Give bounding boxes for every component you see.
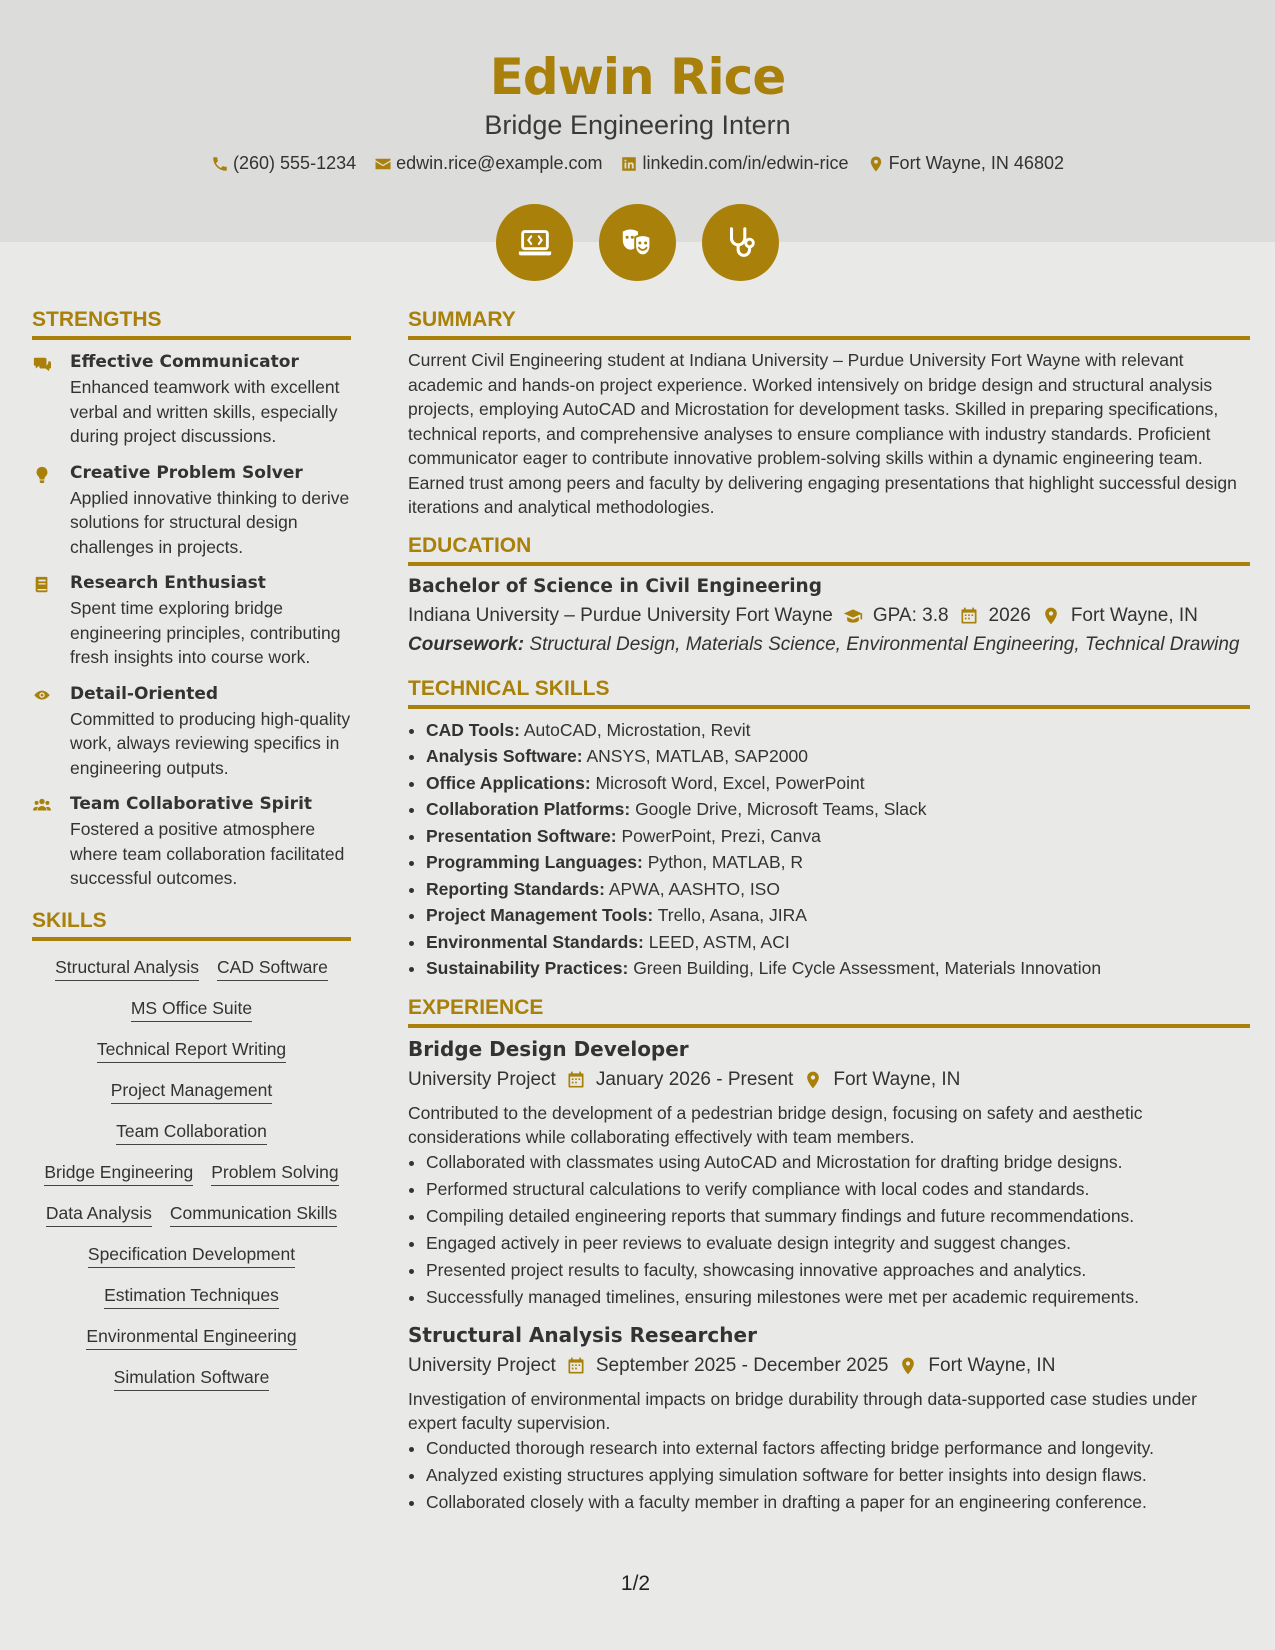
users-icon: [32, 797, 52, 815]
technical-skill-item: [426, 929, 1250, 956]
technical-skill-item: [426, 770, 1250, 797]
phone-text: (260) 555-1234: [233, 153, 357, 173]
technical-skill-value: APWA, AASHTO, ISO: [608, 878, 780, 899]
technical-skill-item: [426, 955, 1250, 982]
technical-skill-value: Python, MATLAB, R: [647, 852, 804, 872]
strength-title: Detail-Oriented: [70, 683, 219, 704]
strength-body: [70, 684, 351, 781]
calendar-icon: [959, 606, 979, 626]
laptop-code-icon: [516, 224, 554, 262]
contact-linkedin[interactable]: [620, 153, 848, 174]
strength-icon-wrap: [32, 573, 56, 670]
degree-title: Bachelor of Science in Civil Engineering: [408, 575, 822, 597]
technical-skills-heading: TECHNICAL SKILLS: [408, 677, 1250, 709]
strength-icon-wrap: [32, 352, 56, 449]
calendar-icon: [566, 1070, 586, 1090]
lightbulb-icon: [32, 466, 52, 484]
experience-list: [408, 1037, 1250, 1516]
technical-skill-label: Reporting Standards:: [426, 878, 605, 899]
skill-tag: Estimation Techniques: [104, 1285, 279, 1309]
technical-skill-label: Project Management Tools:: [426, 905, 654, 925]
strength-icon-wrap: [32, 684, 56, 781]
job-title: Structural Analysis Researcher: [408, 1322, 757, 1347]
strength-desc: Enhanced teamwork with excellent verbal and written skills, especially during project discussions.: [70, 377, 340, 446]
book-icon: [32, 576, 52, 594]
strengths-heading: STRENGTHS: [32, 308, 351, 340]
map-pin-icon: [898, 1356, 918, 1376]
grad-year: 2026: [988, 604, 1031, 626]
strength-item: [32, 794, 351, 891]
strength-desc: Committed to producing high-quality work, always reviewing specifics in engineering outputs.: [70, 708, 351, 778]
skill-tag: CAD Software: [217, 957, 328, 981]
skill-tag: Specification Development: [88, 1244, 295, 1268]
map-pin-icon: [1041, 606, 1061, 626]
linkedin-text[interactable]: linkedin.com/in/edwin-rice: [642, 153, 849, 173]
graduation-cap-icon: [843, 606, 863, 626]
job-location: Fort Wayne, IN: [833, 1068, 961, 1090]
skill-tag: Team Collaboration: [116, 1121, 267, 1145]
technical-skill-item: [426, 717, 1250, 744]
strength-title: Effective Communicator: [70, 352, 299, 372]
job-bullet: • Presented project results to faculty, showcasing innovative approaches and analytics.: [426, 1257, 1250, 1284]
technical-skill-label: CAD Tools:: [426, 719, 520, 740]
calendar-icon: [566, 1356, 586, 1376]
technical-skill-item: [426, 823, 1250, 850]
interest-icons: [0, 204, 1275, 281]
left-column: [32, 308, 351, 1391]
technical-skill-label: Presentation Software:: [426, 825, 617, 846]
skill-tag: MS Office Suite: [131, 998, 252, 1022]
technical-skill-value: Trello, Asana, JIRA: [657, 905, 807, 925]
candidate-name: Edwin Rice: [489, 48, 786, 106]
envelope-icon: [374, 155, 392, 173]
job-meta: [408, 1069, 1250, 1091]
strength-icon-wrap: [32, 794, 56, 891]
contact-phone: [211, 153, 356, 174]
school-name: Indiana University – Purdue University Fort Wayne: [408, 604, 833, 626]
job-location: Fort Wayne, IN: [928, 1354, 1056, 1376]
job-dates: September 2025 - December 2025: [595, 1354, 889, 1376]
gpa: GPA: 3.8: [872, 604, 949, 626]
location-text: Fort Wayne, IN 46802: [888, 153, 1064, 173]
theater-masks-icon: [619, 224, 657, 262]
skill-tag: Communication Skills: [170, 1203, 337, 1227]
school-location: Fort Wayne, IN: [1070, 604, 1198, 626]
technical-skill-label: Office Applications:: [426, 772, 591, 793]
job-meta: [408, 1355, 1250, 1377]
coursework: [408, 633, 1250, 657]
coursework-label: Coursework:: [408, 633, 525, 655]
summary-text: Current Civil Engineering student at Indiana University – Purdue University Fort Wayne with relevant academic and hands-on project experience. Worked intensively on bridge design and structural analysis projects, employing AutoCAD and Microstation for development tasks. Skilled in preparing specifications, technical reports, and comprehensive analyses to ensure compliance with industry standards. Proficient communicator eager to contribute innovative problem-solving skills within a dynamic engineering team. Earned trust among peers and faculty by delivering engaging presentations that highlight successful design iterations and analytical methodologies.: [408, 350, 1237, 517]
eye-icon: [32, 687, 52, 705]
job-entry: [408, 1037, 1250, 1311]
job-bullet: • Compiling detailed engineering reports that summary findings and future recommendations.: [426, 1203, 1250, 1230]
map-pin-icon: [803, 1070, 823, 1090]
skill-tag: Problem Solving: [211, 1162, 338, 1186]
technical-skill-item: [426, 849, 1250, 876]
technical-skill-value: Google Drive, Microsoft Teams, Slack: [635, 799, 927, 819]
technical-skill-value: Green Building, Life Cycle Assessment, Materials Innovation: [633, 958, 1102, 978]
job-entry: [408, 1323, 1250, 1516]
strength-item: [32, 463, 351, 560]
job-bullet: • Successfully managed timelines, ensuring milestones were met per academic requirements.: [426, 1284, 1250, 1311]
job-bullets: [408, 1435, 1250, 1516]
job-description: Contributed to the development of a pedestrian bridge design, focusing on safety and aesthetic considerations while collaborating effectively with team members.: [408, 1102, 1143, 1147]
contact-bar: [0, 153, 1275, 174]
strength-body: [70, 573, 351, 670]
page-number: 1/2: [620, 1572, 651, 1595]
stethoscope-circle: [702, 204, 779, 281]
email-text[interactable]: edwin.rice@example.com: [396, 153, 603, 173]
strength-title: Research Enthusiast: [70, 573, 266, 593]
phone-icon: [211, 155, 229, 173]
job-bullet: • Collaborated closely with a faculty member in drafting a paper for an engineering conference.: [426, 1489, 1250, 1516]
skill-tag: Bridge Engineering: [44, 1162, 193, 1186]
job-description: Investigation of environmental impacts on bridge durability through data-supported case studies under expert faculty supervision.: [408, 1388, 1197, 1433]
skill-tag: Technical Report Writing: [97, 1039, 286, 1063]
skill-tag: Simulation Software: [114, 1367, 270, 1391]
technical-skill-label: Sustainability Practices:: [426, 958, 629, 978]
linkedin-icon: [620, 155, 638, 173]
job-bullet: • Collaborated with classmates using AutoCAD and Microstation for drafting bridge designs.: [426, 1149, 1250, 1176]
skills-list: [32, 957, 351, 1391]
experience-heading: EXPERIENCE: [408, 996, 1250, 1028]
skill-tag: Project Management: [111, 1080, 272, 1104]
strength-body: [70, 794, 351, 891]
strength-desc: Applied innovative thinking to derive solutions for structural design challenges in projects.: [70, 487, 350, 557]
technical-skill-label: Analysis Software:: [426, 746, 583, 766]
technical-skill-label: Collaboration Platforms:: [426, 799, 631, 819]
summary-heading: SUMMARY: [408, 308, 1250, 340]
strength-item: [32, 352, 351, 449]
technical-skill-value: Microsoft Word, Excel, PowerPoint: [595, 772, 865, 793]
technical-skill-value: ANSYS, MATLAB, SAP2000: [586, 746, 808, 766]
job-bullet: • Conducted thorough research into external factors affecting bridge performance and longevity.: [426, 1435, 1250, 1462]
technical-skill-item: [426, 876, 1250, 903]
technical-skills-list: [408, 717, 1250, 982]
comments-icon: [32, 355, 52, 373]
job-title: Bridge Design Developer: [408, 1036, 689, 1061]
strength-body: [70, 463, 351, 560]
strength-desc: Fostered a positive atmosphere where team collaboration facilitated successful outcomes.: [70, 819, 345, 888]
laptop-code-circle: [496, 204, 573, 281]
masks-circle: [599, 204, 676, 281]
coursework-list: Structural Design, Materials Science, Environmental Engineering, Technical Drawing: [529, 633, 1240, 655]
strength-icon-wrap: [32, 463, 56, 560]
technical-skill-value: LEED, ASTM, ACI: [648, 931, 790, 952]
candidate-title: Bridge Engineering Intern: [484, 110, 791, 140]
skills-heading: SKILLS: [32, 909, 351, 941]
job-bullet: • Analyzed existing structures applying simulation software for better insights into design flaws.: [426, 1462, 1250, 1489]
strength-item: [32, 573, 351, 670]
technical-skill-item: [426, 902, 1250, 929]
strength-title: Creative Problem Solver: [70, 462, 303, 483]
skill-tag: Data Analysis: [46, 1203, 152, 1227]
technical-skill-label: Environmental Standards:: [426, 931, 644, 952]
strength-item: [32, 684, 351, 781]
technical-skill-item: [426, 743, 1250, 770]
job-bullets: [408, 1149, 1250, 1311]
job-bullet: • Performed structural calculations to verify compliance with local codes and standards.: [426, 1176, 1250, 1203]
stethoscope-icon: [722, 224, 760, 262]
job-org: University Project: [408, 1354, 556, 1376]
job-dates: January 2026 - Present: [595, 1068, 794, 1090]
education-heading: EDUCATION: [408, 534, 1250, 566]
contact-email[interactable]: [374, 153, 602, 174]
skill-tag: Environmental Engineering: [86, 1326, 296, 1350]
map-pin-icon: [867, 155, 885, 173]
right-column: [408, 308, 1250, 1516]
job-org: University Project: [408, 1068, 556, 1090]
technical-skill-item: [426, 796, 1250, 823]
strength-title: Team Collaborative Spirit: [70, 794, 313, 814]
strength-desc: Spent time exploring bridge engineering principles, contributing fresh insights into course work.: [70, 598, 341, 667]
technical-skill-value: AutoCAD, Microstation, Revit: [523, 719, 751, 740]
strength-body: [70, 352, 351, 449]
technical-skill-value: PowerPoint, Prezi, Canva: [621, 825, 821, 846]
job-bullet: • Engaged actively in peer reviews to evaluate design integrity and suggest changes.: [426, 1230, 1250, 1257]
skill-tag: Structural Analysis: [55, 957, 199, 981]
contact-location: [867, 153, 1064, 174]
technical-skill-label: Programming Languages:: [426, 852, 643, 872]
education-meta: [408, 605, 1250, 627]
strengths-list: [32, 352, 351, 891]
